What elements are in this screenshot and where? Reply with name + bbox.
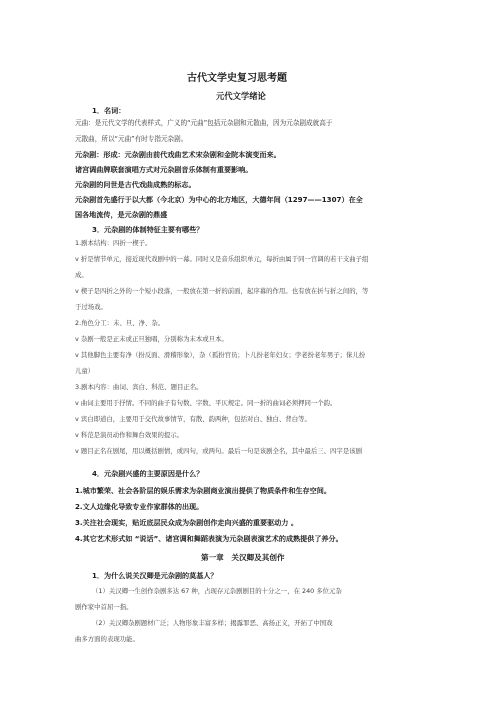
q3-line: 1.剧本结构：四折一楔子。 [75,239,152,247]
q3-line: 成。 [75,271,88,279]
q3-line: 儿童） [75,367,95,375]
q3-line: v 其他脚色主要有净（扮反面、滑稽形象），杂（孤扮官员；卜儿扮老年妇女；孛老扮老年男子；俫儿扮 [75,351,366,359]
q1-line: 元杂剧的问世是古代戏曲成熟的标志。 [75,180,196,189]
chapter-line: 剧作家中首屈一指。 [75,603,133,611]
q4-line: 1.城市繁荣、社会各阶层的娱乐需求为杂剧商业演出提供了物质条件和生存空间。 [75,486,331,495]
q1-line: 元曲：是元代文学的代表样式，广义的“元曲”包括元杂剧和元散曲，因为元杂剧成就高于 [75,119,333,127]
question-1-heading: 1．名词： [92,106,126,115]
q1-line: 元杂剧：形成：元杂剧由前代戏曲艺术宋杂剧和金院本演变而来。 [75,150,281,159]
q3-line: 于过场戏。 [75,303,107,311]
chapter-line: （2）关汉卿杂剧题材广泛；人物形象丰富多样；揭露罪恶、高扬正义，开拓了中国戏 [92,619,333,627]
question-4-heading: 4．元杂剧兴盛的主要原因是什么？ [92,469,204,478]
q1-line: 国各地流传，是元杂剧的鼎盛 [75,210,168,219]
chapter-line: 曲多方面的表现功能。 [75,635,139,643]
q4-line: 3.关注社会现实，贴近底层民众成为杂剧创作走向兴盛的重要驱动力 。 [75,518,298,527]
q3-line: 2.角色分工：末、旦、净、杂。 [75,319,165,327]
q3-line: v 宾白即道白，主要用于交代故事情节，有散、韵两种，包括对白、独白、背白等。 [75,415,311,423]
q3-line: v 科范是演员动作和舞台效果的提示。 [75,431,184,439]
q3-line: v 楔子是四折之外的一个短小段落，一般放在第一折的前面，起序幕的作用。也有放在折与折之间的，等 [75,287,369,295]
document-title: 古代文学史复习思考题 [187,73,287,84]
chapter-heading: 第一章 关汉卿及其创作 [201,553,285,562]
chapter-question-1-heading: 1．为什么说关汉卿是元杂剧的莫基人？ [92,571,218,580]
q1-line: 诸宫调曲牌联套演唱方式对元杂剧音乐体制有重要影响。 [75,165,253,174]
q3-line: v 题目正名在剧尾，用以概括剧情，或四句，或两句。最后一句是该剧全名，其中最后三、四字是该剧 [75,447,362,455]
q3-line: 3.剧本内容：曲词、宾白、科范、题目正名。 [75,383,203,391]
q3-line: v 杂剧一般是正末或正旦独唱，分别称为末本或旦本。 [75,335,228,343]
chapter-line: （1）关汉卿一生创作杂剧多达 67 种，占现存元杂剧剧目的十分之一，在 240 多位元杂 [92,587,342,595]
question-3-heading: 3．元杂剧的体制特征主要有哪些？ [92,225,204,234]
section-subtitle: 元代文学绪论 [216,91,266,101]
q4-line: 4.其它艺术形式如 “说话”、诸宫调和舞蹈表演为元杂剧表演艺术的成熟提供了养分。 [75,534,343,543]
q1-line: 元散曲，所以“元曲”有时专指元杂剧。 [75,135,188,143]
q3-line: v 折是情节单元，接近现代戏剧中的一幕。同时又是音乐组织单元，每折由属于同一宫调的若干支曲子组 [75,255,369,263]
q4-line: 2.文人边缘化导致专业作家群体的出现。 [75,502,204,511]
q1-line: 元杂剧首先盛行于以大都（今北京）为中心的北方地区，大德年间（1297——1307）在全 [75,195,363,204]
q3-line: v 曲词主要用于抒情。不同的曲子有句数、字数、平仄规定。同一折的曲词必须押同一个韵。 [75,399,337,407]
